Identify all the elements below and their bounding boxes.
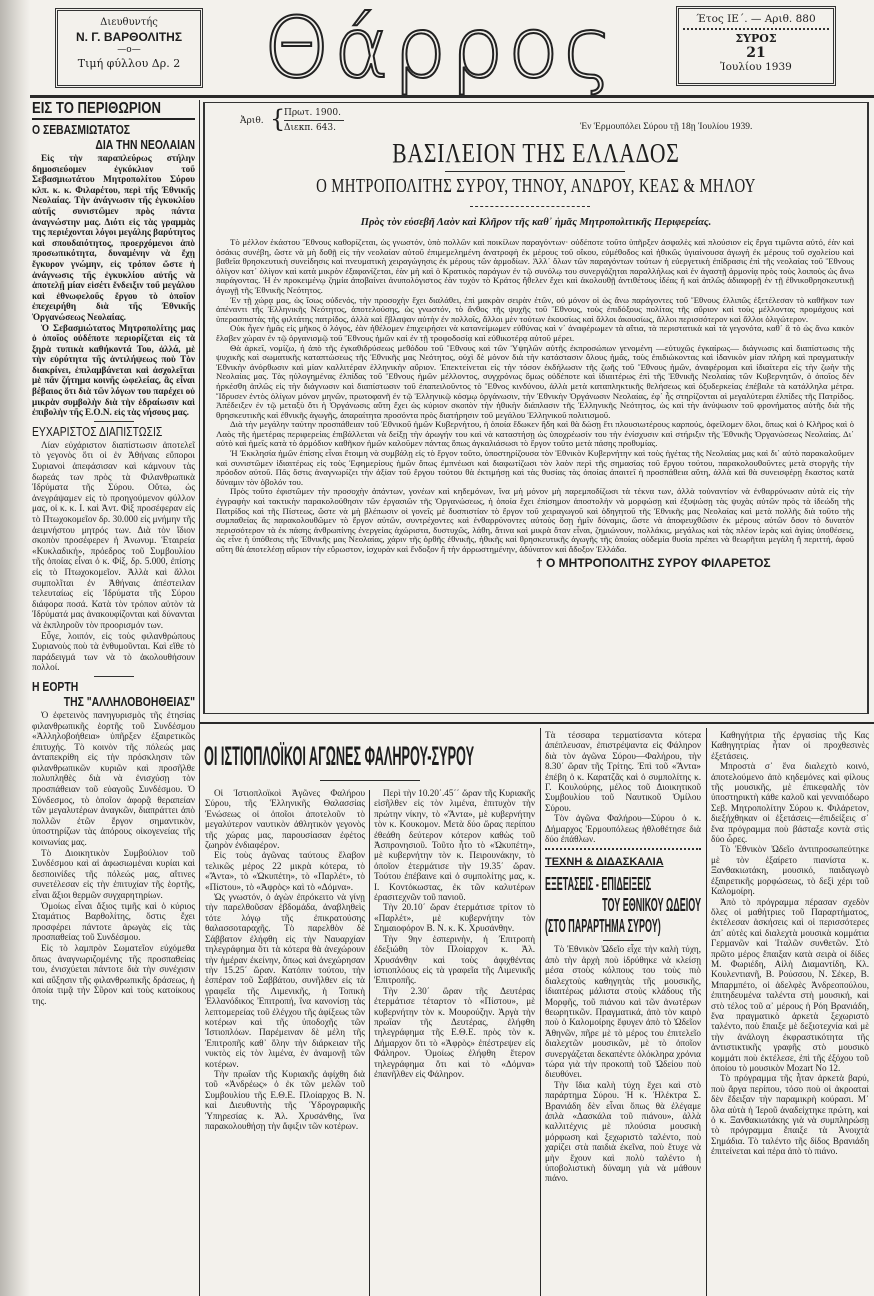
arts-section-label: ΤΕΧΝΗ & ΔΙΔΑΣΚΑΛΙΑ: [545, 856, 664, 869]
encyclical-paragraph: Διὰ τὴν μεγάλην ταύτην προσπάθειαν τοῦ Ἐθνικοῦ ἡμῶν Κυβερνήτου, ἡ ὁποία ἔδωκεν ἤδη καὶ θὰ δώσῃ ἔτι πλουσιωτέρους καρπούς, ὀφείλομεν ὅλοι, ὅπως καὶ ὁ Κλῆρος καὶ ὁ Λαὸς τῆς ἡμετέρας περιφερείας ἐπιβάλλεται νὰ δείξῃ τὴν ἀρωγήν του καὶ νὰ καταστήσῃ ὡς ὑποχρέωσίν του τὴν ἐνίσχυσιν καὶ στήριξιν τῆς Ἐθνικῆς Ὀργανώσεως Νεολαίας. Δι᾽ αὐτὸ καὶ ἡμεῖς κατὰ τὸ ἀρμόδιον καθῆκον ἡμῶν καλοῦμεν πάντας ὅπως ἀγκαλιάσωσι τὸ ἔργον τοῦτο μετὰ πάσης προθυμίας.: [216, 419, 854, 449]
article-paragraph: Ὁ ἐφετεινὸς πανηγυρισμὸς τῆς ἐτησίας φιλανθρωπικῆς ἑορτῆς τοῦ Συνδέσμου «Ἀλληλοβοήθεια» ὑπῆρξεν ἐξαιρετικῶς ἐπιτυχής. Τὸ κοινὸν τῆς πόλεώς μας ἀνταπεκρίθη εἰς τὴν πρόσκλησιν τῶν φιλανθρωπικῶν κυριῶν καὶ προσῆλθε πολυπληθὲς διὰ νὰ ἐνισχύσῃ τὸν προσπάθειαν τοῦ εὐαγοῦς Συνδέσμου. Ὁ Σύνδεσμος, τὸ ὁποῖον ἀφορᾷ θεραπείαν τῶν μεγαλυτέρων ἀναγκῶν, διαπράττει ἀπὸ πολλῶν ἐτῶν ἔργον σημαντικὸν, ὑποστηρίζων τὰς ἀπόρους οἰκογενείας τῆς κοινωνίας μας.: [32, 709, 195, 848]
article-title: Η ΕΟΡΤΗ: [32, 678, 79, 694]
article-paragraph: Μπροστὰ σ᾽ ἕνα διαλεχτὸ κοινό, ἀποτελούμενο ἀπὸ κηδεμόνες καὶ φίλους τῆς μουσικῆς, μὲ ἐπικεφαλῆς τὸν ὑποστηρικτὴ κάθε καλοῦ καὶ γενναιόδωρο Σεβ. Μητροπολίτην Σύρου κ. Φιλάρετον, διεξήχθηκαν οἱ ἐξετάσεις—ἐπιδείξεις σ᾽ ἕνα πρόγραμμα ποὺ βάσταξε κοντὰ στὶς δύο ὧρες.: [711, 761, 869, 845]
sailing-headline: ΟΙ ΙΣΤΙΟΠΛΟΪΚΟΙ ΑΓΩΝΕΣ ΦΑΛΗΡΟΥ-ΣΥΡΟΥ: [204, 741, 475, 771]
article-title-line2: ΤΗΣ "ΑΛΛΗΛΟΒΟΗΘΕΙΑΣ": [63, 693, 195, 709]
arts-headline-line2: ΤΟΥ ΕΘΝΙΚΟΥ ΩΔΕΙΟΥ: [602, 895, 701, 916]
section-rule: [200, 722, 874, 724]
encyclical-paragraph: Θὰ ἀρκεῖ, νομίζω, ἡ ἀπὸ τῆς ἐγκαθιδρύσεως μεθόδου τοῦ Ἔθνους καὶ τῶν Ὑψηλῶν αὐτῆς ἐκπροσώπων γενομένη —εὐτυχῶς ἐγκαίρως— διάγνωσις καὶ διαπίστωσις τῆς ψυχικῆς καὶ σωματικῆς καταπτώσεως τῆς Ἐθνικῆς μας Νεότητος, οὐχὶ δὲ μόνον διὰ τὴν κατάστασιν ὅλους ἡμᾶς, τοὺς ἐπιδιώκοντας καὶ ἰδανικὸν μίαν πλήρη καὶ πραγματικὴν Ἐθνικὴν ἀνόρθωσιν καὶ μίαν καλλιτέραν ἑλληνικὴν αὔριον. Ἐπεκτείνεται εἰς τὴν τόσον ἐκδήλωσιν τῆς ζωῆς τοῦ Ἔθνους ἡμῶν, ἀναφέρομαι καὶ ἰδιαίτερα εἰς τὴν ζωὴν τῆς Νεολαίας μας. Τὰς ηὐλογημένας ἐλπίδας τοῦ Ἔθνους ἡμῶν μέλλοντος, συγχρόνως ὅμως οὐδέποτε καὶ ἰδιαιτέρως ἐπὶ τῆς Ἐθνικῆς Νεολαίας τῶν Κυβερνητῶν, ὁ ὁποῖος δὲν ἠρκέσθη ἁπλῶς εἰς τὴν διάγνωσιν καὶ διαπίστωσιν τοῦ ἐπαπειλοῦντος τὸ Ἔθνος κινδύνου, ἀλλὰ μετὰ καταπληκτικῆς θελήσεως καὶ ὀξυδερκείας ἐπέβαλε τὰ κατάλληλα μέτρα. Ἵδρυσεν ἐντὸς ὀλίγων μόνον μηνῶν, πρωτοφανῆ ἐν τῷ Ἑλληνικῷ κόσμῳ ὀργάνωσιν, τὴν Ἐθνικὴν Ὀργάνωσιν Νεολαίας, ἐφ᾽ ἧς στηρίζονται αἱ μεγαλύτεραι ἐλπίδες τῆς Πατρίδος. Ἀπέδειξεν ἐν τῷ μεταξὺ ὅτι ἡ Ὀργάνωσις αὕτη ἔχει ὡς κύριον σκοπὸν τὴν ἠθικὴν διάπλασιν τῆς Ἑλληνικῆς Νεότητος, ὡς καὶ τὴν ἀνύψωσιν τοῦ φρονήματος αὐτῆς διὰ τῆς θρησκευτικῆς καὶ ἐθνικῆς ἀγωγῆς, ἀπαραίτητα προσόντα πρὸς διατήρησιν τοῦ μεγάλου Ἑλληνικοῦ πολιτισμοῦ.: [216, 342, 854, 420]
newspaper-title: Θάρρος: [263, 0, 617, 97]
column-divider: [540, 728, 541, 1296]
encyclical-address: Πρὸς τὸν εὐσεβῆ Λαὸν καὶ Κλῆρον τῆς καθ᾽ ἡμᾶς Μητροπολιτικῆς Περιφερείας.: [360, 217, 712, 228]
year-issue: Έτος ΙΕ΄. — Αριθ. 880: [683, 13, 829, 30]
headline-underline: [320, 780, 420, 781]
masthead-director-box: [55, 8, 203, 88]
article-paragraph: Τὰ τέσσαρα τερματίσαντα κότερα ἀπέπλευσαν, ἐπιστρέψαντα εἰς Φάληρον διὰ τὸν ἀγῶνα Σύρου—Φαλήρου, τὴν 8.30΄ ὥραν τῆς Τρίτης. Ἐπὶ τοῦ «Ἄντα» ἐπέβη ὁ κ. Καρατζᾶς καὶ ὁ συμπολίτης κ. Γ. Κουλούρης, μέλος τοῦ Διοικητικοῦ Συμβουλίου τοῦ Ναυτικοῦ Ὁμίλου Σύρου.: [545, 730, 701, 813]
article-paragraph: Τὸν ἀγῶνα Φαλήρου—Σύρου ὁ κ. Δήμαρχος Ἑρμουπόλεως ἠθλοθέτησε διὰ δύο ἐπάθλων.: [545, 813, 701, 845]
ornament-rule: [470, 206, 590, 207]
column-divider: [369, 790, 370, 1296]
section-header-text: ΕΙΣ ΤΟ ΠΕΡΙΘΩΡΙΟΝ: [32, 100, 161, 117]
masthead-rule: [30, 95, 874, 98]
encyclical-paragraph: Ἐν τῇ χώρᾳ μας, ὡς ἴσως οὐδενός, τὴν προσοχὴν ἔχει διαλάθει, ἐπὶ μακρὰν σειρὰν ἐτῶν, οὐ μόνον οἱ ὡς ἄνω παράγοντες τοῦ Ἔθνους ἐλλιπῶς ἐξετέλεσαν τὸ καθῆκον των ἀπέναντι τῆς Ἑλληνικῆς Νεότητος, ἀποτελούσης, ὡς γνωστόν, τὸ ἄνθος τῆς ψυχῆς τοῦ Ἔθνους, τοὺς ἐπιδόξους πολίτας τῆς αὔριον καὶ τοὺς μέλλοντας προμάχους καὶ ὑπερασπιστὰς τῆς φιλτάτης πατρίδος, ἀλλὰ καὶ ἔβλαψαν αὐτὴν ἐν πολλοῖς, ἄλλοι μὲν τούτων ἑκουσίως καὶ ἄλλοι ἀκουσίως, ἄλλοι περισσότερον καὶ ἄλλοι ὀλιγώτερον.: [216, 294, 854, 324]
divider: [603, 940, 643, 941]
left-column-divider: [199, 100, 200, 1296]
encyclical-paragraph: Ἡ Ἐκκλησία ἡμῶν ἐπίσης εἶναι ἔτοιμη νὰ συμβάλῃ εἰς τὸ ἔργον τοῦτο, ὑποστηρίζουσα τὸν Ἐθνικὸν Κυβερνήτην καὶ τοὺς ἡγέτας τῆς Νεολαίας μας καὶ δι᾽ αὐτὸ παρακαλοῦμεν καὶ συνιστῶμεν ἰδιαιτέρως εἰς τοὺς Ἐφημερίους ἡμῶν ὅπως ἐμπνέωσι καὶ διαφωτίζωσι τὸν λαὸν περὶ τῆς σημασίας τοῦ ἔργου τούτου, παρακολουθοῦντες μετὰ στοργῆς τὴν πρόοδον αὐτοῦ. Πᾶς ὅστις ἀναγνωρίζει τὴν ἀξίαν τοῦ ἔργου τούτου θὰ ἐκτιμήσῃ καὶ τὰς θυσίας τὰς ὁποίας ἀπαιτεῖ ἡ προσπάθεια αὕτη, ἀλλὰ καὶ θὰ συνεισφέρῃ ἕκαστος κατὰ δύναμιν τὸν ὀβολόν του.: [216, 448, 854, 487]
article-paragraph: Ὡς γνωστόν, ὁ ἀγὼν ἐπρόκειτο νὰ γίνῃ τὴν παρελθοῦσαν ἑβδομάδα, ἀναβληθεὶς τότε λόγῳ τῆς ἐπικρατούσης θαλασσοταραχῆς. Τὸ παρελθὸν δὲ Σάββατον ἐλήφθη εἰς τὴν Ναυαρχίαν τηλεγράφημα ὅτι τὰ κότερα θὰ ἀνεχώρουν τὴν ἡμέραν ἐκείνην, ὅπως καὶ ἀνεχώρησαν τὴν 15.25΄ ὥραν. Κατόπιν τούτου, τὴν ἑσπέραν τοῦ Σαββάτου, συνῆλθεν εἰς τὰ γραφεῖα τῆς Λιμενικῆς, ἡ Τοπικὴ Ἑλλανόδικος Ἐπιτροπή, ἵνα κανονίσῃ τὰς λεπτομερείας τοῦ ἐλέγχου τῆς ἀφίξεως τῶν κοτέρων καὶ τῆς ὑποδοχῆς τῶν Ἱστιοπλόων. Παρέμειναν δὲ μέλη τῆς Ἐπιτροπῆς καθ᾽ ὅλην τὴν διάρκειαν τῆς νυκτὸς εἰς τὸν λιμένα, ἐν ἀναμονῇ τῶν κοτέρων.: [205, 892, 365, 1069]
arts-headline-line1: ΕΞΕΤΑΣΕΙΣ - ΕΠΙΔΕΙΞΕΙΣ: [545, 874, 652, 895]
column-divider: [706, 728, 707, 1296]
ref-protocol: Πρωτ. 1900.: [284, 106, 344, 121]
article-title: ΕΥΧΑΡΙΣΤΟΣ ΔΙΑΠΙΣΤΩΣΙΣ: [32, 423, 163, 439]
left-column: [32, 99, 195, 1007]
article-paragraph: Καθηγήτρια τῆς ἐργασίας τῆς Κας Καθηγητρίας ἦταν οἱ προχθεσινὲς ἐξετάσεις.: [711, 730, 869, 761]
encyclical-paragraph: Τὸ μέλλον ἑκάστου Ἔθνους καθορίζεται, ὡς γνωστόν, ὑπὸ πολλῶν καὶ ποικίλων παραγόντων· οὐδέποτε τοῦτο ὑπῆρξεν ἀσφαλὲς καὶ πλούσιον εἰς ἔργα τιμῶντα αὐτό, ἐὰν καὶ ὁσάκις συνέβη, ὥστε νὰ μὴ δοθῇ εἰς τὴν νεολαίαν αὐτοῦ ἐπιμεμελημένη ἀνατροφὴ ἐκ μέρους τοῦ οἴκου, εὐμέθοδος καὶ ἠθικῶς ὑγιαίνουσα ἀγωγὴ ἐκ μέρους τοῦ σχολείου καὶ βαθεῖα θρησκευτικὴ συνείδησις καὶ πνευματικὴ χειραγώγησις ἐκ μέρους τῶν ἁρμοδίων. Ἀλλ᾽ ὅλων τῶν παραγόντων τούτων ἡ εὐεργετικὴ ἐπίδρασις ἐπὶ τῆς νεολαίας τοῦ Ἔθνους ὀλίγον κατ᾽ ὀλίγον καὶ κατὰ μικρὸν ἐξαφανίζεται, ἐὰν μὴ καὶ ὁ Κρατικὸς παράγων ἐν τῷ συνόλῳ του συνεργάζηται παραλλήλως καὶ ἐν ἀγαστῇ ἁρμονίᾳ πρὸς τοὺς λοιποὺς ὡς ἄνω παράγοντας. Ἡ ἐν προκειμένῳ ζημία ἀποβαίνει ἀνυπολόγιστος ἐὰν τυχὸν τὸ Κράτος ἤθελεν ἔχει καὶ ἀκολουθῇ ἀντιθέτους ἰδέας ἢ καὶ ἁπλῶς ἀδιαφορῇ ἐν τῇ ἐθνικοθρησκευτικῇ ἀγωγῇ τῆς Ἐθνικῆς Νεότητος.: [216, 237, 854, 295]
article-paragraph: Ὁ Σεβασμιώτατος Μητροπολίτης μας ὁ ὁποῖος οὐδέποτε περιορίζεται εἰς τὰ ξηρὰ τυπικὰ καθήκοντά Του, ἀλλά, μὲ τὴν εὐρύτητα τῆς ἀντιλήψεως ποὺ Τὸν διακρίνει, ἐπιλαμβάνεται καὶ ἀσχολεῖται μὲ πᾶν ζήτημα κοινῆς ὠφελείας, ἂς εἶναι βέβαιος ὅτι διὰ τῶν λόγων του παρέχει οὐ μικρὰν συμβολὴν διὰ τὴν ἑδραίωσιν καὶ ἐπιβολὴν τῆς Ε.Ο.Ν. εἰς τὰς νήσους μας.: [32, 322, 195, 418]
sailing-column-2: [374, 788, 535, 1079]
article-paragraph: Εἰς τὸ λαμπρὸν Σωματεῖον εὐχόμεθα ὅπως ἀναγνωριζομένης τῆς προσπαθείας του, ἐνισχύεται πάντοτε διὰ τὴν συνέχισιν καὶ αὔξησιν τῆς φιλανθρωπικῆς δράσεως, ἡ ὁποία τιμᾷ τὴν Σῦρον καὶ τοὺς κατοίκους της.: [32, 942, 195, 1006]
arts-column-1: [545, 730, 701, 1184]
dateline: Ἐν Ἑρμουπόλει Σύρου τῇ 18ῃ Ἰουλίου 1939.: [580, 122, 753, 132]
article-paragraph: Τὸ Ἐθνικὸν Ὠδεῖο εἶχε τὴν καλὴ τύχη, ἀπὸ τὴν ἀρχὴ ποὺ ἱδρύθηκε νὰ κλείσῃ μέσα στοὺς κόλπους του τοὺς πιὸ διαλεχτοὺς καθηγητὰς τῆς μουσικῆς, ἰδιαιτέρως μάλιστα στοὺς κλάδους τῆς Μορφῆς, τοῦ πιάνου καὶ τῶν ἀνωτέρων θεωρητικῶν. Πραγματικά, ἀπὸ τὸν καιρὸ ποὺ ὁ Καλομοίρης ἔφυγεν ἀπὸ τὸ Ὠδεῖον Ἀθηνῶν, πῆρε μὲ τὸ μέρος του ἐπιτελεῖο διαλεχτῶν μουσικῶν, μὲ τὸ ὁποῖον συνεργάζεται δεκαπέντε ὁλόκληρα χρόνια τώρα γιὰ τὴν προκοπὴ τοῦ Ὠδείου ποὺ διευθύνει.: [545, 944, 701, 1080]
article-paragraph: Τὴν 2.30΄ ὥραν τῆς Δευτέρας ἐτερμάτισε τέταρτον τὸ «Πίστου», μὲ κυβερνήτην τὸν κ. Μουρούζην. Ἀργὰ τὴν πρωΐαν τῆς Δευτέρας, ἐλήφθη τηλεγράφημα τῆς Ε.Θ.Ε. πρὸς τὸν κ. Δήμαρχον ὅτι τὸ «Ἀφρὸς» ἐπέστρεψεν εἰς Φάληρον. Ὁμοίως ἐλήφθη ἕτερον τηλεγράφημα ὅτι καὶ τὸ «Δόμνα» ἐπανῆλθεν εἰς Φάληρον.: [374, 985, 535, 1079]
issue-day: 21: [746, 45, 766, 61]
scan-edge-shadow: [0, 0, 30, 1296]
article-paragraph: Τὴν 20.10΄ ὥραν ἐτερμάτισε τρίτον τὸ «Παρλέτ», μὲ κυβερνήτην τὸν Σημαιοφόρον Β. Ν. κ. Κ. Χρυσάνθην.: [374, 902, 535, 934]
issue-price: Τιμή φύλλου Δρ. 2: [77, 57, 181, 70]
director-name: Ν. Γ. ΒΑΡΘΟΛΙΤΗΣ: [75, 30, 183, 44]
encyclical-heading: ΒΑΣΙΛΕΙΟΝ ΤΗΣ ΕΛΛΑΔΟΣ: [392, 138, 680, 168]
encyclical-body: [216, 238, 854, 570]
article-paragraph: Τὴν ἴδια καλὴ τύχη ἔχει καὶ στὸ παράρτημα Σύρου. Ἡ κ. Ἠλέκτρα Σ. Βρανιάδη δὲν εἶναι ὅπως θὰ ἐλέγαμε ἁπλὰ «Δασκάλα τοῦ πιάνου», ἀλλὰ καλλιτέχνις μὲ πλούσια μουσικὴ μόρφωση καὶ ξεχωριστὸ ταλέντο, ποὺ χαρίζει στὰ παιδιὰ ἐκεῖνα, ποὺ ἔτυχε νὰ μὴν ἔχουν καὶ πολὺ ταλέντο ἡ ὑποβολιστικὴ δύναμη γιὰ νὰ μάθουν πιάνο.: [545, 1079, 701, 1184]
place: ΣΥΡΟΣ: [735, 32, 777, 45]
encyclical-reference: [240, 106, 360, 136]
section-header-margin: [32, 99, 195, 120]
brace: {: [270, 105, 286, 133]
ornament-rule: [545, 848, 701, 850]
article-paragraph: Τὸ Διοικητικὸν Συμβούλιον τοῦ Συνδέσμου καὶ αἱ ἀφωσιωμέναι κυρίαι καὶ δεσποινίδες τῆς πόλεώς μας, αἵτινες συνετέλεσαν εἰς τὴν ἐπιτυχίαν τῆς ἑορτῆς, εἶναι ἄξιοι θερμῶν συγχαρητηρίων.: [32, 847, 195, 900]
encyclical-subheading: Ο ΜΗΤΡΟΠΟΛΙΤΗΣ ΣΥΡΟΥ, ΤΗΝΟΥ, ΑΝΔΡΟΥ, ΚΕΑΣ & ΜΗΛΟΥ: [316, 175, 756, 197]
article-paragraph: Λίαν εὐχάριστον διαπίστωσιν ἀποτελεῖ τὸ γεγονὸς ὅτι οἱ ἐν Ἀθήναις εὔποροι Συριανοὶ ἀπεφάσισαν καὶ κάμνουν τὰς δωρεάς των πρὸς τὰ Φιλανθρωπικὰ Ἱδρύματα τῆς Σύρου. Οὕτω, ὡς ἀνεγράψαμεν εἰς τὸ προηγούμενον φύλλον μας, οἱ κ. κ. Ι. καὶ Ἀντ. Φὶξ προσέφεραν εἰς τὸ Πτωχοκομεῖον δρ. 30.000 εἰς μνήμην τῆς ἀειμνήστου μητρός των. Διὰ τὸν ἴδιον σκοπὸν προσέφερεν ἡ Ἀνωνυμ. Ἑταιρεία «Κυκλαδική», πρόεδρος τοῦ Συμβουλίου τῆς ὁποίας εἶναι ὁ κ. Φίξ, δρ. 5.000, ἐπίσης εἰς τὸ Πτωχοκομεῖον. Ἀλλὰ καὶ ἄλλοι συμπολῖται ἐν Ἀθήναις ἀπέστειλαν τελευταίως εἰς Ἱδρύματα τῆς Σύρου διάφορα ποσά. Κατὰ τὸν τρόπον αὐτὸν τὰ Ἱδρύματά μας ἀνακουφίζονται καὶ δύνανται νὰ ἐκπληροῦν τὸν προορισμόν των.: [32, 439, 195, 630]
heading-underline: [445, 171, 625, 172]
divider: [94, 421, 134, 422]
ref-label: Ἀριθ.: [240, 116, 264, 126]
encyclical-paragraph: Πρὸς τοῦτο ἐφιστῶμεν τὴν προσοχὴν ἁπάντων, γονέων καὶ κηδεμόνων, ἵνα μὴ μόνον μὴ παρεμποδίζωσι τὰ τέκνα των, ἀλλὰ τοὐναντίον νὰ ἐνθαρρύνωσιν αὐτὰ εἰς τὴν ἐγγραφὴν καὶ τακτικὴν παρακολούθησιν τῶν ἐργασιῶν τῆς Ὀργανώσεως, ἡ ὁποία ἔχει ἐπίσημον ἀποστολὴν νὰ μορφώσῃ καὶ ἐξυψώσῃ τὰς ψυχὰς αὐτῶν πρὸς τὰ ἰδεώδη τῆς Πατρίδος καὶ τῆς Πίστεως, ὥστε νὰ μὴ βλέπωσιν οἱ γονεῖς μὲ δυσπιστίαν τὸ ἔργον τοῦ χειραγωγοῦ καὶ ὁδηγητοῦ τῆς Ἐθνικῆς μας Νεολαίας καὶ μετὰ πολλῆς διὰ τοῦτο τῆς συμπαθείας ἂς παρακολουθῶμεν τὸ ἔργον αὐτῶν, συντρέχοντες καὶ ἐνθαρρύνοντες αὐτοὺς ὅσῃ ἡμῖν δύναμις, ὥστε νὰ ἀποφευχθῶσιν ἐκ μέρους αὐτῶν ὅσον τὸ δυνατὸν περισσότερον τὰ ἐκ πάσης ἀνθρωπίνης ἐνεργείας ἀχώριστα, δυστυχῶς, λάθη, ἅτινα καὶ μικρὰ ὅταν εἶναι, ζημιώνουν, πολλάκις, μεγάλως καὶ τὰς πλέον ἱερὰς καὶ ἁγίας ὑποθέσεις, ὡς εἶνε ἡ ὑπόθεσις τῆς Ἐθνικῆς μας Νεολαίας, χάριν τῆς ὀρθῆς ἐθνικῆς, ἠθικῆς καὶ θρησκευτικῆς ἀγωγῆς τῆς ὁποίας οὐδεμία θυσία πρέπει νὰ θεωρῆται μεγάλη ἢ περιττή, ἀφοῦ αὕτη θὰ ἀποτελέσῃ αὔριον τὴν εὔρωστον, ἰσχυρὰν καὶ ἔνδοξον ἢ τὴν ἀρρωστημένην, ἀδύνατον καὶ ἄδοξον Ἑλλάδα.: [216, 486, 854, 554]
article-title: Ο ΣΕΒΑΣΜΙΩΤΑΤΟΣ: [32, 122, 131, 137]
masthead-issue-box: [676, 6, 836, 86]
arts-column-2: [711, 730, 869, 1157]
article-paragraph: Ὁμοίως εἶναι ἄξιος τιμῆς καὶ ὁ κύριος Σταμάτιος Βαρθολίτης, ὅστις ἔχει προσφέρει πάντοτε ἀρωγὰς εἰς τὰς προσπαθείας τοῦ Συνδέσμου.: [32, 900, 195, 943]
article-title-line2: ΔΙΑ ΤΗΝ ΝΕΟΛΑΙΑΝ: [95, 137, 195, 152]
director-label: Διευθυντής: [100, 17, 158, 28]
ref-dispatch: Διεκπ. 643.: [284, 123, 336, 133]
divider: [94, 676, 134, 677]
article-paragraph: Τὴν 9ην ἑσπερινὴν, ἡ Ἐπιτροπὴ ἐδεξιώθη τὸν Πλοίαρχον κ. Ἀλ. Χρυσάνθην καὶ τοὺς ἀφιχθέντας ἱστιοπλόους εἰς τὰ γραφεῖα τῆς Λιμενικῆς Ἐπιτροπῆς.: [374, 933, 535, 986]
article-paragraph: Εἰς τὴν παραπλεύρως στήλην δημοσιεύομεν ἐγκύκλιον τοῦ Σεβασμιωτάτου Μητροπολίτου Σύρου κλπ. κ. κ. Φιλαρέτου, περὶ τῆς Ἐθνικῆς Νεολαίας. Τὴν ἀνάγνωσιν τῆς ἐγκυκλίου αὐτῆς συνιστῶμεν πρὸς πάντα ἀναγνώστην μας. Διότι εἰς τὰς γραμμὰς της περιέχονται λόγοι μεγάλης βαρύτητος καὶ σπουδαιότητος, προερχόμενοι ἀπὸ προσωπικότητα, δυναμένην νὰ ἔχῃ ἔγκυρον γνώμην, εἰς τρόπον ὥστε ἡ ἀνάγνωσις τῆς ἐγκυκλίου αὐτῆς νὰ ἀποτελῇ μίαν εἰσέτι ἔνδειξιν τοῦ μεγάλου καὶ ἐθνωφελοῦς ἔργου τὸ ὁποῖον ἐπεχειρήθη διὰ τῆς Ἐθνικῆς Ὀργανώσεως Νεολαίας.: [32, 153, 195, 322]
sailing-column-1: [205, 788, 365, 1131]
article-paragraph: Περὶ τὴν 10.20΄.45΄΄ ὥραν τῆς Κυριακῆς εἰσῆλθεν εἰς τὸν λιμένα, ἐπιτυχὸν τὴν πρώτην νίκην, τὸ «Ἄντα», μὲ κυβερνήτην τὸν κ. Κουκομον. Μετὰ δύο ὥρας περίπου ἐθεάθη δεύτερον κότερον καθὼς τοῦ Ἀσπρονησιοῦ. Τοῦτο ἦτο τὸ «Ὠκυπέτη», μὲ κυβερνήτην τὸν κ. Πειρουνάκην, τὸ ὁποῖον ἐτερμάτισε τὴν 19.35΄ ὥραν. Τούτου ἐπέβαινε καὶ ὁ συμπολίτης μας, κ. Ι. Κοντόκωστας, ἐκ τῶν καλυτέρων ἐρασιτεχνῶν τοῦ πανιοῦ.: [374, 788, 535, 903]
encyclical-paragraph: Οὐκ ἦγεν ἡμᾶς εἰς μῆκος ὁ λόγος, ἐὰν ἠθέλομεν ἐπιχειρήσει νὰ κατανείμωμεν εὐθύνας καὶ ν᾽ ἀναφέρωμεν τὰ αἴτια, τὰ περιστατικὰ καὶ τὰ γεγονότα, καθ᾽ ἃ τὸ ὡς ἄνω κακὸν ἔλαβεν χώραν ἐν τῷ ὀργανισμῷ τοῦ Ἔθνους ἡμῶν καὶ ἐν τῇ τροφοδοσίᾳ καὶ εὐθικοτέρᾳ αὐτοῦ μέρει.: [216, 323, 854, 343]
article-paragraph: Ἀπὸ τὸ πρόγραμμα πέρασαν σχεδὸν ὅλες οἱ μαθήτριες τοῦ Παραρτήματος, ἐκτέλεσαν ἀσκήσεις καὶ οἱ περισσότερες ἀπ᾽ αὐτὲς καὶ διαλεχτὰ μουσικὰ κομμάτια Γερμανῶν καὶ Ἰταλῶν συνθετῶν. Στὸ πρῶτο μέρος ἔπαιξαν κατὰ σειρὰ οἱ δίδες Μ. Φωριέδη, Αἰλὴ Διαμαντίδη, Κλ. Κουλεντιανῆ, Β. Ρούσσου, Ν. Σέκερ, Β. Μπαρμπέτο, οἱ ἀδελφὲς Ἀνδρεοπούλου, ἐπιτηδευμένα ταλέντα στὴ μουσική, καὶ στὸ τέλος τοῦ α᾽ μέρους ἡ Ρόη Βρανιάδη, ἕνα πραγματικὸ ἀρκετὰ ξεχωριστὸ ταλέντο, ποὺ ἔπαιξε μὲ δεξιοτεχνία καὶ μὲ τὴν ἀνάλογη ἐκφραστικότητα τῆς ἀντιστικτικῆς γραφῆς στὸ μουσικὸ κομμάτι ποὺ ἐκτέλεσε, ἐπὶ τῆς ἐξόχου τοῦ ὁποίου τὸ μουσικὸν Mozart Νο 12.: [711, 896, 869, 1073]
signature: † Ο ΜΗΤΡΟΠΟΛΙΤΗΣ ΣΥΡΟΥ ΦΙΛΑΡΕΤΟΣ: [536, 555, 771, 570]
director-divider: —ο—: [117, 45, 141, 55]
article-paragraph: Τὸ πρόγραμμα τῆς ἦταν ἀρκετὰ βαρύ, ποὺ ἄργα περίπου, τόσο ποὺ οἱ ἀκροαταὶ δὲν ἔδειξαν τὴν παραμικρὴ κούρασι. Μ᾽ ὅλα αὐτὰ ἡ Ἰεροῦ ἀναδείχτηκε πρώτη, καὶ ὁ κ. Ξανθακιωτάκης γιὰ νὰ συμπληρώσῃ τὸ πρόγραμμα ἔπαιξε τὰ Ἀνοιχτὰ Σημάδια. Τὸ ταλέντο τῆς δίδος Βρανιάδη ἐπιτείνεται καὶ πέρα ἀπὸ τὸ πιάνο.: [711, 1073, 869, 1157]
article-paragraph: Τὴν πρωΐαν τῆς Κυριακῆς ἀφίχθη διὰ τοῦ «Ἀνδρέως» ὁ ἐκ τῶν μελῶν τοῦ Συμβουλίου τῆς Ε.Θ.Ε. Πλοίαρχος Β. Ν. καὶ Διευθυντὴς τῆς Ὑδρογραφικῆς Ὑπηρεσίας κ. Ἀλ. Χρυσάνθης, ἵνα παρακολουθήσῃ τὴν ἄφιξιν τῶν κοτέρων.: [205, 1068, 365, 1131]
issue-month-year: Ἰουλίου 1939: [720, 61, 792, 73]
arts-headline-line3: (ΣΤΟ ΠΑΡΑΡΤΗΜΑ ΣΥΡΟΥ): [545, 916, 661, 937]
article-paragraph: Τὸ Ἐθνικὸν Ὠδεῖο ἀντιπροσωπεύτηκε μὲ τὸν ἐξαίρετο πιανίστα κ. Ξανθακιωτάκη, μουσικό, παιδαγωγὸ ἐξαιρετικῆς μορφώσεως, τὸ δεξὶ χέρι τοῦ Καλομοίρη.: [711, 844, 869, 897]
article-paragraph: Εὖγε, λοιπόν, εἰς τοὺς φιλανθρώπους Συριανοὺς ποὺ τὰ ἐνθυμοῦνται. Καὶ εἴθε τὸ παράδειγμά των νὰ τὸ ἀκολουθήσουν πολλοί.: [32, 630, 195, 673]
article-paragraph: Εἰς τοὺς ἀγῶνας ταύτους ἔλαβον τελικῶς μέρος 22 μικρὰ κότερα, τὸ «Ἄντα», τὸ «Ὠκυπέτη», τὸ «Παρλέτ», τὸ «Πίστου», τὸ «Ἀφρὸς» καὶ τὸ «Δόμνα».: [205, 850, 365, 892]
article-paragraph: Οἱ Ἱστιοπλοϊκοὶ Ἀγῶνες Φαλήρου Σύρου, τῆς Ἑλληνικῆς Θαλασσίας Ἑνώσεως οἱ ὁποῖοι ἀποτελοῦν τὸ μεγαλύτερον ναυτικὸν ἀθλητικὸν γεγονὸς τῆς χώρας μας, παρουσίασαν ἐφέτος ζωηρὸν ἐνδιαφέρον.: [205, 788, 365, 851]
